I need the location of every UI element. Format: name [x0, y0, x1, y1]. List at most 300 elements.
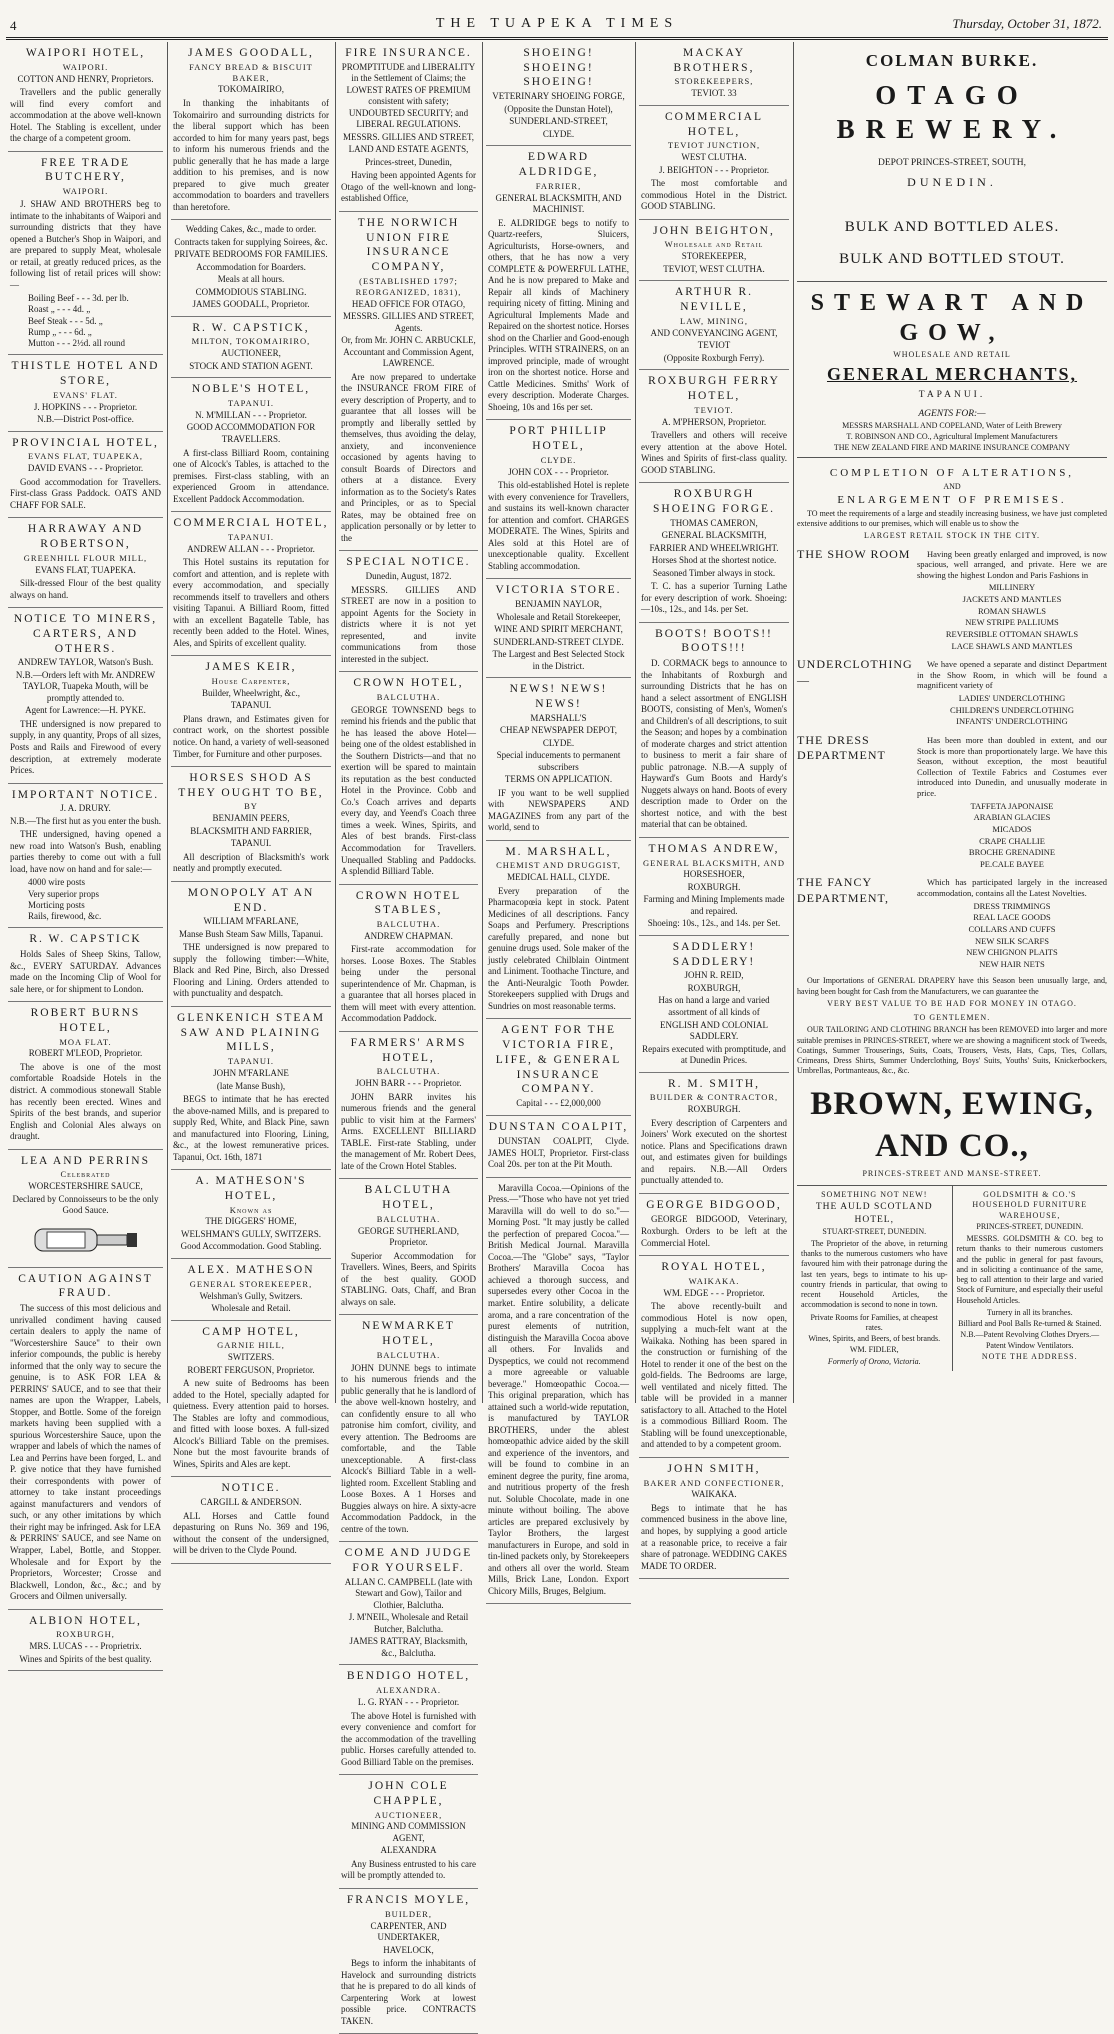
ad-body: A new suite of Bedrooms has been added to the Hotel, specially adapted for quietness. Every attention paid to horses. The Stables are lofty and commodious, and fitted with loose boxes. A full-sized Alcock's Billiard Table on the premises. None but the most favourite brands of Wines, Spirits and Ales are kept. [173, 1378, 329, 1469]
agent-line: MESSRS MARSHALL AND COPELAND, Water of Leith Brewery [842, 420, 1062, 430]
ad-subheading: WAIPORI. [62, 186, 109, 197]
ad-heading: FIRE INSURANCE. [345, 47, 472, 59]
ad-body: GEORGE TOWNSEND begs to remind his friends and the public that he has leased the above Hotel—being one of the oldest established in the Southern Districts—and that no exertion will be spared to maintain its reputation as the best conducted Hotel in the Province. Cobb and Co.'s Coach arrives and departs every day, and Yeend's Coach three times a week. Wines, Spirits, and Ales of best brands. First-class Accommodation for Travellers. Unequalled Stabling and Paddocks. A splendid Billiard Table. [341, 704, 476, 877]
ad-line: ANDREW ALLAN - - - Proprietor. [187, 543, 315, 554]
ad-line: Shoeing: 10s., 12s., and 14s. per Set. [647, 918, 781, 929]
ad-heading: JAMES KEIR, [205, 661, 297, 674]
ad-line: VETERINARY SHOEING FORGE, [492, 91, 625, 102]
ad-heading: NOBLE'S HOTEL, [191, 383, 311, 396]
advertisement [171, 1007, 331, 1170]
ad-line: Accommodation for Boarders. [196, 261, 306, 272]
enlargement-heading: ENLARGEMENT OF PREMISES. [837, 493, 1067, 506]
advertisement [339, 1665, 478, 1775]
ad-body: Are now prepared to undertake the INSURANCE FROM FIRE of every description of Property, and to guarantee that all losses will be promptly and liberally settled by themselves, thus avoiding the delay, anxiety, and inconvenience occasioned by agents having to consult Boards of Directors and others at a distance. Every information as to the Society's Rates and Principles, or as to Special Rates, may be obtained free on application personally or by letter to the [341, 371, 476, 543]
advertisement [8, 784, 163, 929]
ad-body: JOHN DUNNE begs to intimate to his numerous friends and the public generally that he is landlord of the above well-known hostelry, and can confidently ensure to all who patronise him comfort, civility, and every attention. The Bedrooms are comfortable, and the Table unexceptionable. A first-class Alcock's Billiard Table in a well-lighted room. Excellent Stabling and Loose Boxes. A 1 Horses and Buggies always on hire. A sixty-acre Accommodation Paddock, in the centre of the town. [341, 1362, 476, 1534]
ad-body: In thanking the inhabitants of Tokomairiro and surrounding districts for the liberal support which has been accorded to him for many years past, begs to inform his numerous friends and the public generally that he has made a large addition to his premises, and is now prepared to give much greater accommodation to boarders and travellers than heretofore. [173, 97, 329, 212]
ad-heading: ARTHUR R. NEVILLE, [674, 286, 753, 314]
column-divider [635, 42, 636, 1403]
ad-heading: EDWARD ALDRIDGE, [518, 151, 599, 178]
ad-body: ALL Horses and Cattle found depasturing on Runs No. 369 and 196, without the consent of the undersigned, will be driven to the Clyde Pound. [173, 1510, 329, 1556]
column-5 [639, 42, 789, 1571]
ad-body: MESSRS. GILLIES AND STREET are now in a position to appoint Agents for the Society in districts where it is not yet represented, and invite communications from those interested in the subject. [341, 584, 476, 664]
advertisement [339, 672, 478, 884]
ad-heading: THOMAS ANDREW, [648, 842, 780, 855]
advertisement [339, 1542, 478, 1665]
ad-line: HEAD OFFICE FOR OTAGO, [351, 298, 466, 309]
ad-line: CARPENTER, AND UNDERTAKER, [370, 1920, 447, 1943]
advertisement [339, 1179, 478, 1315]
ad-subheading: (ESTABLISHED 1797; REORGANIZED, 1831), [355, 275, 462, 297]
ad-heading: FARMERS' ARMS HOTEL, [350, 1036, 467, 1064]
list-item: Mutton - - - 2½d. all round [28, 338, 125, 349]
ad-subheading: BUILDER & CONTRACTOR, [649, 1092, 779, 1103]
ad-line: Wines, Spirits, and Beers, of best brands. [808, 1334, 941, 1344]
advertisement [8, 1268, 163, 1610]
ad-body: First-rate accommodation for horses. Loose Boxes. The Stables being under the personal superintendence of Mr. Chapman, is a guarantee that all horses placed in them will meet with every attention. Accommodation Paddock. [341, 944, 476, 1024]
ad-heading: ROBERT BURNS HOTEL, [30, 1007, 141, 1034]
ad-subheading: GARNIE HILL, [217, 1340, 285, 1351]
ad-heading: IMPORTANT NOTICE. [11, 788, 160, 801]
ad-line: A. M'PHERSON, Proprietor. [661, 416, 767, 427]
advertisement [171, 378, 331, 512]
ad-line: STOREKEEPER, [681, 251, 747, 262]
ad-line: TEVIOT [697, 340, 731, 351]
ad-body: All description of Blacksmith's work neatly and promptly executed. [173, 851, 329, 874]
ad-heading: BOOTS! BOOTS!! BOOTS!!! [655, 627, 773, 655]
ad-subheading: WAIKAKA. [688, 1275, 740, 1286]
ad-heading: FRANCIS MOYLE, [346, 1894, 471, 1906]
ad-heading: JOHN SMITH, [667, 1462, 761, 1475]
ad-heading: NEWMARKET HOTEL, [362, 1320, 455, 1348]
advertisement [171, 42, 331, 220]
ad-line: MESSRS. GILLIES AND STREET, [342, 131, 475, 142]
department-name: THE SHOW ROOM [797, 546, 911, 561]
ad-body: BEGS to intimate that he has erected the above-named Mills, and is prepared to supply Red, White, and Black Pine, sawn and manufactured into Flooring, Lining, &c., at the lowest remunerative prices. Tapanui, Oct. 16th, 1871 [173, 1094, 329, 1162]
advertisement [8, 355, 163, 431]
ad-line: Private Rooms for Families, at cheapest rates. [810, 1312, 939, 1332]
ad-heading: PROVINCIAL HOTEL, [12, 436, 159, 449]
advertisement [339, 1032, 478, 1179]
column-6 [797, 42, 1107, 1405]
ad-line: Builder, Wheelwright, &c., [202, 687, 300, 698]
ad-subheading: FARRIER, [535, 180, 582, 191]
ad-subheading: EVANS FLAT, TUAPEKA, [28, 451, 143, 462]
ad-line: Capital - - - £2,000,000 [516, 1098, 601, 1109]
ad-body: E. ALDRIDGE begs to notify to Quartz-reefers, Sluicers, Agriculturists, Horse-owners, and others, that he has now a very COMPLETE & POWERFUL LATHE, And he is now prepared to Make and Repair all kinds of Machinery requiring nicety of fitting. Mining and Agricultural Implements Made and Repaired on the shortest notice. Horses shod on the Charlier and Good-enough Principles. WITH STRAINERS, on an improved principle, made of wrought iron on the shortest notice. Horse and Cattle Medicines. Smiths' Work of every description. Moderate Charges. Shoeing, 10s and 16s per set. [488, 217, 629, 412]
advertisement [639, 42, 789, 106]
department-name: THE FANCY DEPARTMENT, [797, 875, 889, 905]
issue-date: Thursday, October 31, 1872. [952, 16, 1102, 31]
ad-line: ENGLISH AND COLONIAL SADDLERY. [660, 1019, 768, 1042]
ad-subheading: TAPANUI. [228, 1056, 274, 1067]
ad-line: N.B.—The first hut as you enter the bush. [10, 815, 161, 826]
ad-line: MARSHALL'S [530, 712, 587, 723]
completion-heading: COMPLETION OF ALTERATIONS, [829, 467, 1075, 480]
list-item: Beef Steak - - - 5d. „ [28, 315, 103, 326]
ad-heading: GOLDSMITH & CO.'S HOUSEHOLD FURNITURE WAREHOUSE, [972, 1190, 1088, 1220]
ad-line: Meals at all hours. [217, 274, 285, 285]
column-divider [335, 42, 336, 1403]
ad-subheading: TAPANUI. [228, 531, 274, 542]
ad-subheading: TAPANUI. [228, 398, 274, 409]
largest-stock-line: LARGEST RETAIL STOCK IN THE CITY. [864, 531, 1040, 541]
department-item: BROCHE GRENADINE [968, 847, 1056, 858]
column-divider [167, 42, 168, 1403]
ad-heading: JAMES GOODALL, [188, 47, 314, 59]
ad-line: Seasoned Timber always in stock. [652, 567, 776, 578]
ad-body: JOHN BARR invites his numerous friends and the general public to visit him at the Farmers' Arms. EXCELLENT BILLIARD TABLE. First-rate Stabling, under the management of Mr. Robert Dees, late of the Crown Hotel Stables. [341, 1091, 476, 1171]
advertisement [339, 551, 478, 672]
ad-line: Contracts taken for supplying Soirees, &c. [174, 236, 328, 247]
ad-subheading: ALEXANDRA. [375, 1685, 441, 1696]
ad-line: MEDICAL HALL, CLYDE. [507, 872, 610, 883]
ad-body: Travellers and the public generally will find every comfort and accommodation at the above well-known Hotel. The Stabling is excellent, under the charge of a competent groom. [10, 87, 161, 144]
ad-line: Billiard and Pool Balls Re-turned & Stained. [958, 1319, 1102, 1329]
ad-subheading: MOA FLAT. [59, 1036, 112, 1047]
ad-line: TEVIOT, WEST CLUTHA. [663, 263, 765, 274]
department-item: REVERSIBLE OTTOMAN SHAWLS [945, 628, 1079, 639]
ad-heading: THE NORWICH UNION FIRE INSURANCE COMPANY, [357, 216, 460, 274]
ad-subheading: TEVIOT JUNCTION, [667, 140, 761, 151]
ad-body: The above is one of the most comfortable Roadside Hotels in the district. A commodious stonewall Stable has recently been erected. Wines and Spirits of the best brands, and superior English and Colonial Ales always on draught. [10, 1061, 161, 1142]
column-divider [482, 42, 483, 1403]
ad-body: Plans drawn, and Estimates given for contract work, on the shortest possible notice. On hand, a variety of well-seasoned Timber, for Furniture and other purposes. [173, 713, 329, 759]
department-item: REAL LACE GOODS [973, 912, 1051, 923]
department-name: UNDERCLOTHING— [797, 657, 913, 687]
ad-line: SWITZERS. [227, 1352, 275, 1363]
advertisement [639, 1194, 789, 1256]
ad-heading: SOMETHING NOT NEW! [821, 1190, 928, 1200]
advertisement [171, 656, 331, 767]
ad-subheading: CLYDE. [540, 454, 577, 465]
ad-sub: PRINCES-STREET, DUNEDIN. [976, 1221, 1084, 1231]
ad-line: ANDREW CHAPMAN. [364, 930, 453, 941]
department-item: MILLINERY [988, 582, 1036, 593]
department-item: CHILDREN'S UNDERCLOTHING [949, 704, 1075, 715]
ad-body: T. C. has a superior Turning Lathe for every description of work. Shoeing:—10s., 12s., and 14s. per Set. [641, 581, 787, 615]
ad-subheading: BALCLUTHA. [376, 691, 441, 702]
ad-subheading: MILTON, TOKOMAIRIRO, [191, 336, 311, 347]
ad-line: ALLAN C. CAMPBELL (late with Stewart and Gow), Tailor and Clothier, Balclutha. [344, 1576, 473, 1610]
ad-line: Formerly of Orono, Victoria. [827, 1356, 921, 1366]
ad-line: Wines and Spirits of the best quality. [19, 1653, 152, 1664]
ad-subheading: WAIPORI. [62, 61, 109, 72]
ad-body: Good accommodation for Travellers. First-class Grass Paddock. OATS AND CHAFF FOR SALE. [10, 476, 161, 510]
advertisement [639, 936, 789, 1073]
advertisement [639, 281, 789, 370]
department-item: MICADOS [992, 823, 1032, 834]
ad-subheading: Celebrated [60, 1169, 111, 1180]
ad-heading: SPECIAL NOTICE. [346, 556, 471, 569]
ad-sub: STUART-STREET, DUNEDIN. [822, 1226, 927, 1236]
advertisement [486, 420, 631, 579]
advertisement [171, 882, 331, 1007]
ad-heading: ROXBURGH SHOEING FORGE. [653, 488, 775, 515]
ad-line: TAPANUI. [230, 838, 272, 849]
advertisement [171, 1321, 331, 1478]
department-details [917, 733, 1107, 871]
department-item: LADIES' UNDERCLOTHING [958, 693, 1066, 704]
column-4 [486, 42, 631, 1596]
tapanui-label: TAPANUI. [918, 390, 986, 401]
ad-heading: CAMP HOTEL, [202, 1325, 300, 1338]
advertisement [486, 1178, 631, 1605]
ad-body: MESSRS. GOLDSMITH & CO. beg to return thanks to their numerous customers and the public in general for past favours, and in soliciting a continuance of the same, beg to call attention to their large and varied Stock of Furniture, and especially their useful Household Articles. [956, 1234, 1103, 1305]
advertisement [639, 220, 789, 282]
ad-line: COMMODIOUS STABLING. [195, 286, 307, 297]
ad-subheading: GENERAL BLACKSMITH, AND [643, 857, 785, 868]
advertisement [171, 220, 331, 317]
list-item: Rump „ - - - 6d. „ [28, 326, 92, 337]
ad-heading: COMMERCIAL HOTEL, [173, 517, 329, 530]
ad-heading: SADDLERY! SADDLERY! [672, 941, 756, 968]
ad-body: The Proprietor of the above, in returning thanks to the numerous customers who have favoured him with their patronage during the last ten years, begs to intimate to his up-country friends in particular, that owing to recent Household Articles, the accommodation is second to none in town. [801, 1239, 948, 1310]
ad-line: Repairs executed with promptitude, and at Dunedin Prices. [642, 1043, 786, 1066]
advertisement [8, 432, 163, 519]
agents-for-label: AGENTS FOR:— [918, 408, 986, 419]
ad-body: This old-established Hotel is replete with every convenience for Travellers, and sustains its well-known character for attention and comfort. CHARGES MODERATE. The Wines, Spirits and Ales sold at this Hotel are of unexceptionable quality. Excellent Stabling accommodation. [488, 480, 629, 571]
ad-line: CLYDE. [542, 128, 575, 139]
advertisement [486, 579, 631, 678]
department-item: NEW HAIR NETS [979, 958, 1045, 969]
advertisement [639, 483, 789, 623]
ad-body: Every description of Carpenters and Joiners' Work executed on the shortest notice. Plans and Specifications drawn out, and estimates given for buildings and repairs. N.B.—All Orders punctually attended to. [641, 1117, 787, 1186]
ad-line: MINING AND COMMISSION AGENT, [351, 1821, 466, 1843]
ad-heading: NEWS! NEWS! NEWS! [509, 683, 608, 710]
department-list [797, 547, 1107, 971]
ad-body: Maravilla Cocoa.—Opinions of the Press.—"Those who have not yet tried Maravilla will do well to do so."—Morning Post. "It may justly be called the perfection of prepared Cocoa."—British Medical Journal. Maravilla Cocoa.—The "Globe" says, "Taylor Brothers' Maravilla Cocoa has achieved a thorough success, and supersedes every other Cocoa in the market. Entire solubility, a delicate aroma, and a rare concentration of the purest elements of nutrition, distinguish the Maravilla Cocoa above all others. For Invalids and Dyspeptics, we could not recommend a more agreeable or valuable beverage." Homœopathic Cocoa.—This original preparation, which has attained such a world-wide reputation, is manufactured by TAYLOR BROTHERS, under the ablest homœopathic advice aided by the skill and experience of the inventors, and will be found to combine in an eminent degree the purity, fine aroma, and nutritious property of the fresh nut. Soluble Chocolate, made in one minute without boiling. The above articles are prepared exclusively by Taylor Brothers, the largest manufacturers in Europe, and sold in tin-lined packets only, by Storekeepers and others all over the world. Steam Mills, Brick Lane, London. Export Chicory Mills, Bruges, Belgium. [488, 1182, 629, 1596]
ad-line: WM. EDGE - - - Proprietor. [663, 1287, 765, 1298]
department-text: Which has participated largely in the increased accommodation, contains all the Latest Novelties. [917, 877, 1107, 899]
ad-line: N.B.—Patent Revolving Clothes Dryers.—Patent Window Ventilators. [960, 1330, 1100, 1350]
advertisement [486, 1116, 631, 1178]
ad-heading: GEORGE BIDGOOD, [646, 1198, 782, 1211]
ad-line: JOHN COX - - - Proprietor. [508, 466, 609, 477]
advertisement [639, 1458, 789, 1579]
colman-burke-heading: COLMAN BURKE. [865, 51, 1039, 70]
ad-line: ROBERT FERGUSON, Proprietor. [187, 1364, 315, 1375]
department-item: NEW CHIGNON PLAITS [966, 947, 1058, 958]
ad-subheading: ROXBURGH, [56, 1629, 115, 1640]
general-merchants-heading: GENERAL MERCHANTS, [826, 364, 1078, 385]
ad-heading: VICTORIA STORE. [495, 584, 622, 597]
advertisement [486, 841, 631, 1020]
ad-line: L. G. RYAN - - - Proprietor. [357, 1697, 460, 1708]
ad-heading: COME AND JUDGE FOR YOURSELF. [344, 1547, 473, 1575]
ad-heading: ALEX. MATHESON [187, 1263, 315, 1276]
advertisement [171, 767, 331, 882]
ad-line: N. M'MILLAN - - - Proprietor. [195, 409, 307, 420]
ad-line: ROXBURGH. [687, 881, 741, 892]
ad-heading: LEA AND PERRINS [20, 1154, 151, 1167]
ad-subheading: TEVIOT. [694, 404, 734, 415]
ad-subheading: STOREKEEPERS, [674, 76, 754, 87]
advertisement [8, 42, 163, 152]
ad-line: PROMPTITUDE and LIBERALITY in the Settlement of Claims; the LOWEST RATES OF PREMIUM consistent with safety; UNDOUBTED SECURITY; and LIBERAL REGULATIONS. [341, 61, 476, 130]
ad-heading: MACKAY BROTHERS, [673, 47, 755, 74]
ad-line: WILLIAM M'FARLANE, [203, 916, 299, 927]
drapery-paragraph: Our Importations of GENERAL DRAPERY have this Season been unusually large, and, having been bought for Cash from the Manufacturers, we can guarantee the [797, 976, 1107, 996]
advertisement [8, 1002, 163, 1149]
ad-body: The above Hotel is furnished with every convenience and comfort for the accommodation of the travelling public. Horses carefully attended to. Good Billiard Table on the premises. [341, 1710, 476, 1767]
ad-body: D. CORMACK begs to announce to the Inhabitants of Roxburgh and surrounding Districts that he has on hand a select assortment of ENGLISH BOOTS, consisting of Men's, Women's and Children's of all descriptions, to suit the Season; and hopes by a combination of moderate charges and strict attention to business to merit a fair share of public patronage. N.B.—A supply of Hayward's Gum Boots and Hardy's Nuggets always on hand. Boots of every description made to Order on the shortest notice, and with the best material that can be obtained. [641, 658, 787, 830]
ad-heading: A. MATHESON'S HOTEL, [195, 1175, 307, 1202]
ad-line: DAVID EVANS - - - Proprietor. [27, 463, 144, 474]
advertisement [171, 317, 331, 379]
ad-heading: R. W. CAPSTICK, [192, 321, 310, 334]
ad-heading: DUNSTAN COALPIT, [488, 1120, 629, 1133]
ad-line: GEORGE SUTHERLAND, Proprietor. [358, 1225, 459, 1248]
ad-line: ROBERT M'LEOD, Proprietor. [28, 1048, 143, 1059]
department-item: INFANTS' UNDERCLOTHING [956, 716, 1068, 727]
list-item: Morticing posts [28, 899, 85, 910]
department-row [797, 733, 1107, 871]
ad-line: Farming and Mining Implements made and repaired. [643, 894, 785, 916]
department-row [797, 875, 1107, 970]
ad-line: J. BEIGHTON - - - Proprietor. [658, 164, 770, 175]
ad-line: HAVELOCK, [383, 1944, 434, 1955]
page-number: 4 [10, 18, 17, 33]
ad-line: N.B.—District Post-office. [37, 414, 134, 425]
ad-heading: THISTLE HOTEL AND STORE, [11, 360, 160, 388]
ad-line: (late Manse Bush), [216, 1080, 286, 1091]
ad-line: N.B.—Orders left with Mr. ANDREW TAYLOR, Tuapeka Mouth, will be promptly attended to. [15, 669, 156, 703]
ad-heading: NOTICE TO MINERS, CARTERS, AND OTHERS. [13, 613, 158, 655]
ad-line: SUNDERLAND-STREET CLYDE. [493, 636, 624, 647]
ad-line: JAMES GOODALL, Proprietor. [192, 299, 310, 310]
ad-line: HORSESHOER, [683, 869, 745, 880]
ales-line: BULK AND BOTTLED ALES. [844, 219, 1060, 236]
ad-line: BENJAMIN NAYLOR, [515, 599, 602, 609]
ad-line: Has on hand a large and varied assortment of all kinds of [658, 995, 770, 1017]
ad-heading: COMMERCIAL HOTEL, [665, 110, 763, 138]
ad-line: TEVIOT. 33 [691, 88, 737, 99]
ad-line: Wholesale and Retail. [211, 1303, 291, 1314]
ad-body: The above recently-built and commodious Hotel is now open, supplying a much-felt want at the Waikaka. Nothing has been spared in the construction or furnishing of the Hotel to render it one of the best on the gold-fields. The Bedrooms are large, well ventilated and nicely fitted. The table will be provided in a manner satisfactory to all. Attached to the Hotel is a commodious Billiard Room. The Stabling will be found unexceptionable, and attended to by a competent groom. [641, 1301, 787, 1450]
ad-heading: ROXBURGH FERRY HOTEL, [648, 375, 780, 402]
masthead-rule [6, 37, 1108, 40]
goldsmith-ad [952, 1186, 1108, 1371]
advertisement [8, 152, 163, 356]
ad-line: ALEXANDRA [380, 1845, 437, 1856]
ad-heading: BALCLUTHA HOTEL, [364, 1184, 453, 1212]
ad-heading: ROYAL HOTEL, [661, 1261, 767, 1274]
ad-subheading: Wholesale and Retail [664, 239, 764, 250]
advertisement [639, 1256, 789, 1458]
list-item: Roast „ - - - 4d. „ [28, 304, 91, 315]
agent-line: T. ROBINSON AND CO., Agricultural Implement Manufacturers [846, 431, 1058, 441]
advertisement [8, 928, 163, 1002]
ad-heading: MONOPOLY AT AN END. [187, 886, 315, 914]
department-text: We have opened a separate and distinct Department in the Show Room, in which will be found a magnificent variety of [917, 659, 1107, 691]
dunedin-label: DUNEDIN. [907, 175, 997, 189]
advertisement [339, 1889, 478, 2034]
department-item: DRESS TRIMMINGS [973, 900, 1051, 911]
bottom-boxes [797, 1185, 1107, 1371]
price-list [28, 293, 161, 349]
ad-line: J. HOPKINS - - - Proprietor. [33, 401, 138, 412]
ad-subheading: CHEMIST AND DRUGGIST, [496, 860, 621, 871]
advertisement [171, 1477, 331, 1563]
advertisement [8, 1150, 163, 1268]
ad-heading: JOHN COLE CHAPPLE, [368, 1780, 449, 1807]
ad-subheading: EVANS' FLAT. [53, 389, 118, 400]
department-text: Having been greatly enlarged and improved, is now spacious, well arranged, and private. Here we are showing the highest London and Paris Fashions in [917, 548, 1107, 580]
ad-line: GENERAL BLACKSMITH, [661, 530, 767, 541]
ad-body: IF you want to be well supplied with NEWSPAPERS AND MAGAZINES from any part of the world, send to [488, 787, 629, 833]
ad-line: WINE AND SPIRIT MERCHANT, [494, 624, 623, 635]
ad-line: TERMS ON APPLICATION. [504, 774, 613, 785]
ad-subheading: BUILDER, [385, 1908, 432, 1919]
ad-line: TOKOMAIRIRO, [217, 84, 285, 95]
ad-line: GENERAL BLACKSMITH, AND MACHINIST. [495, 192, 622, 215]
department-row [797, 547, 1107, 653]
ad-heading: M. MARSHALL, [505, 845, 612, 858]
ad-heading: R. M. SMITH, [667, 1077, 761, 1090]
ad-line: JOHN R. REID, [684, 970, 744, 981]
ad-heading: WAIPORI HOTEL, [25, 47, 146, 59]
department-item: JACKETS AND MANTLES [962, 594, 1062, 605]
ad-line: JOHN BARR - - - Proprietor. [355, 1078, 462, 1089]
gentlemen-heading: TO GENTLEMEN. [913, 1013, 991, 1023]
advertisement [639, 838, 789, 936]
advertisement [639, 623, 789, 838]
ad-heading: HORSES SHOD AS THEY OUGHT TO BE, [178, 772, 324, 799]
ad-body: Begs to intimate that he has commenced business in the above line, and hopes, by supplying a good article at a reasonable price, to receive a fair share of patronage. WEDDING CAKES MADE TO ORDER. [641, 1502, 787, 1571]
ad-line: Welshman's Gully, Switzers. [199, 1290, 303, 1301]
department-item: COLLARS AND CUFFS [968, 923, 1056, 934]
ad-heading: PORT PHILLIP HOTEL, [509, 425, 608, 453]
ad-body: Silk-dressed Flour of the best quality always on hand. [10, 578, 161, 600]
ad-line: BLACKSMITH AND FARRIER, [190, 825, 312, 836]
ad-line: FARRIER AND WHEELWRIGHT. [649, 542, 779, 553]
ad-line: Agent for Lawrence:—H. PYKE. [25, 705, 146, 716]
ad-body: This Hotel sustains its reputation for comfort and attention, and is replete with every accommodation, and specially recommends itself to travellers and others visiting Tapanui. A Billiard Room, fitted with an excellent Bagatelle Table, has recently been added to the Hotel. Wines, Ales, and Spirits of excellent quality. [173, 557, 329, 648]
ad-body: J. SHAW AND BROTHERS beg to intimate to the inhabitants of Waipori and surrounding districts that they have opened a Butcher's Shop in Waipori, and are prepared to supply Meat, wholesale or retail, at greatly reduced prices, as the following list of retail prices will show:— [10, 199, 161, 290]
ad-body: The most comfortable and commodious Hotel in the District. GOOD STABLING. [641, 178, 787, 212]
advertisement [639, 1073, 789, 1194]
ad-body: Every preparation of the Pharmacopœia kept in stock. Patent Medicines of all descriptions. Fancy Soaps and Perfumery. Prescriptions carefully prepared, and none but genuine drugs used. Sole maker of the justly celebrated Chilblain Ointment and Liniment. Toothache Tincture, and the Anti-Neuralgic Tooth Powder. Storekeepers supplied with Drugs and Sundries on most reasonable terms. [488, 885, 629, 1011]
ad-heading: FREE TRADE BUTCHERY, [40, 156, 131, 184]
ad-line: SUNDERLAND-STREET, [509, 116, 608, 127]
ad-line: ROXBURGH. [687, 1104, 741, 1115]
advertisement [339, 42, 478, 212]
ad-line: Manse Bush Steam Saw Mills, Tapanui. [179, 928, 323, 939]
ad-line: GOOD ACCOMMODATION FOR TRAVELLERS. [186, 422, 316, 444]
ad-heading: ALBION HOTEL, [29, 1614, 142, 1627]
advertisement [486, 42, 631, 146]
ad-line: JAMES RATTRAY, Blacksmith, &c., Balclutha. [349, 1636, 468, 1658]
ad-line: BENJAMIN PEERS, [212, 813, 290, 824]
ad-line: COTTON AND HENRY, Proprietors. [17, 73, 154, 84]
ad-heading: GLENKENICH STEAM SAW AND PLAINING MILLS, [177, 1011, 325, 1054]
ad-line: NOTE THE ADDRESS. [981, 1351, 1078, 1361]
ad-subheading: FANCY BREAD & BISCUIT BAKER, [189, 61, 313, 83]
ad-line: The Largest and Best Selected Stock in the District. [492, 649, 625, 671]
ad-body: Begs to inform the inhabitants of Havelock and surrounding districts that he is prepared to do all kinds of Carpentering Work at lowest possible price. CONTRACTS TAKEN. [341, 1958, 476, 2026]
ad-heading: SHOEING! SHOEING! SHOEING! [523, 47, 594, 89]
ad-line: WELSHMAN'S GULLY, SWITZERS. [180, 1228, 322, 1239]
section-divider [797, 281, 1107, 282]
advertisement [339, 1775, 478, 1889]
ad-body: Superior Accommodation for Travellers. Wines, Beers, and Spirits of the best quality. GOOD STABLING. Oats, Chaff, and Bran always on sale. [341, 1250, 476, 1307]
stewart-gow-heading: STEWART AND GOW, [810, 289, 1094, 347]
ad-heading: HARRAWAY AND ROBERTSON, [27, 523, 144, 551]
ad-subheading: Known as [229, 1204, 273, 1215]
advertisement [339, 885, 478, 1032]
brown-ewing-address: PRINCES-STREET AND MANSE-STREET. [862, 1169, 1042, 1178]
